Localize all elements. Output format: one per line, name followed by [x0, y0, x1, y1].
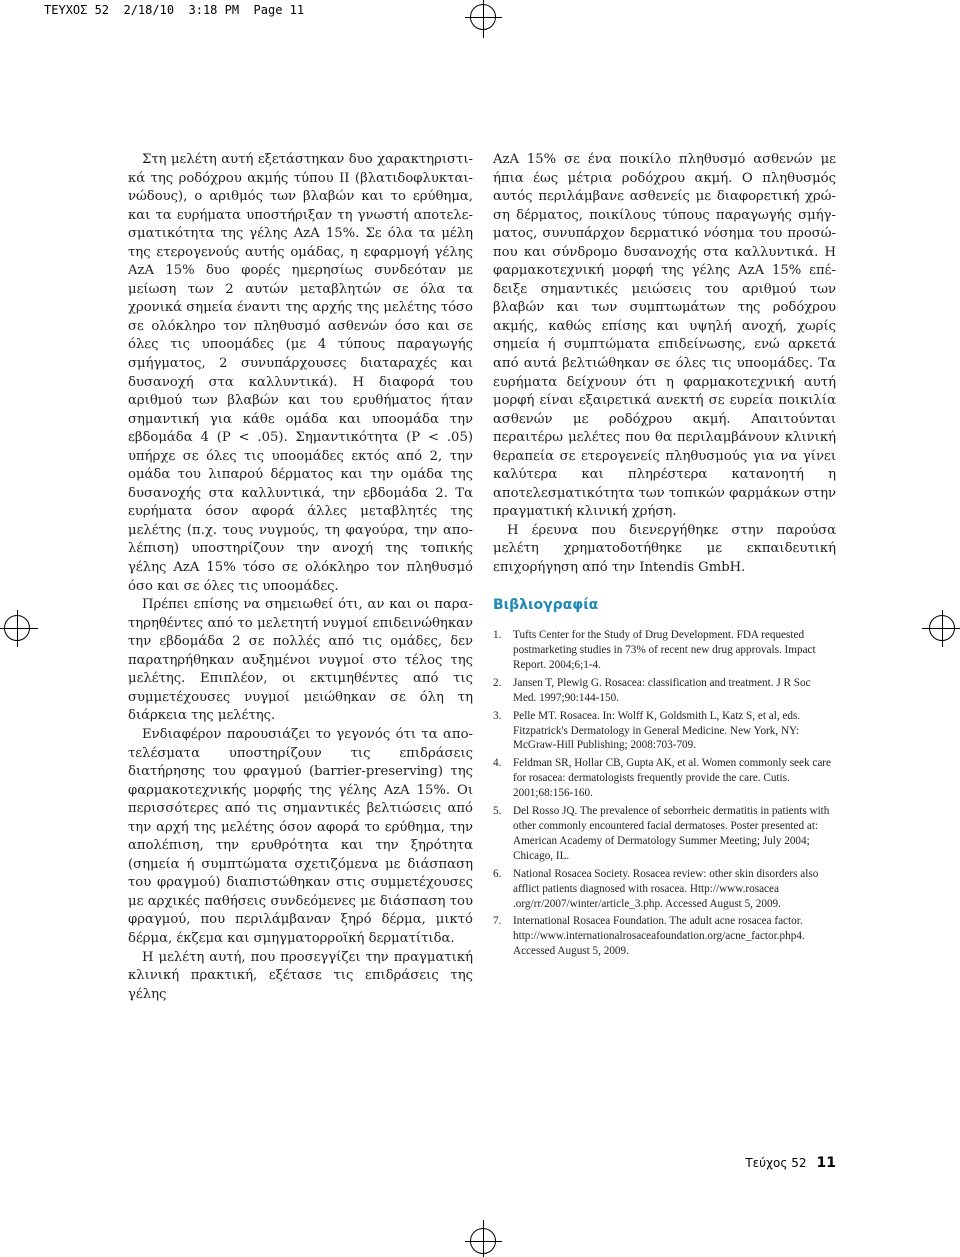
reference-item [493, 709, 836, 754]
paragraph: Η μελέτη αυτή, που προσεγγίζει την πραγματική κλινική πρακτική, εξέτασε τις επιδράσεις της γέλης [128, 949, 473, 1002]
reference-list [493, 628, 836, 959]
page-footer [745, 1152, 836, 1171]
paragraph: Πρέπει επίσης να σημειωθεί ότι, αν και οι παρατηρηθέντες από το μελετητή νυγμοί επιδεινώθηκαν την εβδομάδα 2 σε πολλές από τις ομάδες, δεν παρατηρήθηκαν αυξημένοι νυγμοί στο τέλος της μελέτης. Επιπλέον, οι εκτιμηθέντες από τις συμμετέχουσες νυγμοί μειώθηκαν σε όλη τη διάρκεια της μελέτης. [128, 597, 473, 724]
reference-number: 1. [493, 629, 502, 642]
reference-item [493, 804, 836, 864]
reference-text: Pelle MT. Rosacea. In: Wolff K, Goldsmith L, Katz S, et al, eds. Fitzpatrick's Dermatology in General Medicine. New York, NY: McGraw-Hill Publishing; 2008:703-709. [513, 709, 801, 752]
reference-number: 6. [493, 867, 502, 880]
reference-text: Jansen T, Plewig G. Rosacea: classification and treatment. J R Soc Med. 1997;90:144-150. [513, 676, 811, 704]
right-text-column [493, 151, 836, 962]
paragraph: Στη μελέτη αυτή εξετάστηκαν δυο χαρακτηριστικά της ροδόχρου ακμής τύπου ΙΙ (βλατιδοφλυκταινώδους), ο αριθμός των βλαβών και το ερύθημα, και τα ευρήματα υποστήριξαν τη γνωστή αποτελεσματικότητα της γέλης AzA 15%. Σε όλα τα μέλη της ετερογενούς αυτής ομάδας, η εφαρμογή γέλης AzA 15% δυο φορές ημερησίως συνδεόταν με μείωση των 2 αυτών μεταβλητών σε όλα τα χρονικά σημεία έναντι της αρχής της μελέτης τόσο σε ολόκληρο τον πληθυσμό ασθενών όσο και σε όλες τις υποομάδες (με 4 τύπους παραγωγής σμήγματος, 2 συνυπάρχουσες διαταραχές και δυσανοχή στα καλλυντικά). Η διαφορά του αριθμού των βλαβών και του ερυθήματος ήταν σημαντική για κάθε ομάδα και υποομάδα την εβδομάδα 4 (P < .05). Σημαντικότητα (P < .05) υπήρχε σε όλες τις υποομάδες εκτός από 2, την ομάδα του λιπαρού δέρματος και την ομάδα της δυσανοχής στα καλλυντικά, την εβδομάδα 2. Τα ευρήματα όσον αφορά άλλες μεταβλητές της μελέτης (π.χ. τους νυγμούς, τη φαγούρα, την απολέπιση) υποστηρίζουν την ανοχή της τοπικής γέλης AzA 15% τόσο σε ολόκληρο τον πληθυσμό όσο και σε όλες τις υποομάδες. [128, 152, 473, 594]
reference-text: National Rosacea Society. Rosacea review: other skin disorders also afflict patients diagnosed with rosacea. Http://www.rosacea .org/rr/2007/winter/article_3.php. Accessed August 5, 2009. [513, 867, 819, 910]
reference-text: International Rosacea Foundation. The adult acne rosacea factor. http://www.internationalrosaceafoundation.org/acne_factor.php4. Accessed August 5, 2009. [513, 915, 805, 958]
registration-mark-top [470, 4, 496, 30]
page-number: 11 [816, 1155, 836, 1171]
print-slug: ΤΕΥΧΟΣ 52 2/18/10 3:18 PM Page 11 [44, 3, 305, 17]
reference-number: 5. [493, 805, 502, 818]
reference-text: Feldman SR, Hollar CB, Gupta AK, et al. Women commonly seek care for rosacea: dermatologists frequently provide the care. Cutis. 2001;68:156-160. [513, 757, 831, 800]
reference-item [493, 914, 836, 959]
registration-mark-right [929, 615, 955, 641]
registration-mark-bottom [470, 1228, 496, 1254]
reference-number: 7. [493, 915, 502, 928]
bibliography-heading: Βιβλιογραφία [493, 596, 599, 613]
right-paragraphs [493, 151, 836, 578]
reference-text: Tufts Center for the Study of Drug Development. FDA requested postmarketing studies in 73% of recent new drug approvals. Impact Report. 2004;6;1-4. [513, 629, 816, 671]
reference-number: 3. [493, 709, 502, 722]
reference-item [493, 867, 836, 912]
reference-item [493, 676, 836, 706]
reference-text: Del Rosso JQ. The prevalence of seborrheic dermatitis in patients with other commonly encountered facial dermatoses. Poster presented at: American Academy of Dermatology Summer Meeting; July 2004; Chicago, IL. [513, 805, 830, 862]
reference-number: 2. [493, 676, 502, 689]
reference-item [493, 628, 836, 673]
reference-item [493, 756, 836, 801]
paragraph: AzA 15% σε ένα ποικίλο πληθυσμό ασθενών με ήπια έως μέτρια ροδόχρου ακμή. Ο πληθυσμός αυτός περιλάμβανε ασθενείς με διαφορετική χρώση δέρματος, ποικίλους τύπους παραγωγής σμήγματος, συνυπάρχον δερματικό νόσημα του προσώπου και σύνδρομο δυσανοχής στα καλλυντικά. Η φαρμακοτεχνική μορφή της γέλης AzA 15% επέδειξε σημαντικές μειώσεις του αριθμού των βλαβών και των συμπτωμάτων της ροδόχρου ακμής, καθώς επίσης και υψηλή ανοχή, χωρίς σημεία ή συμπτώματα επιδείνωσης, ενώ αρκετά από αυτά βελτιώθηκαν σε όλες τις υποομάδες. Τα ευρήματα δείχνουν ότι η φαρμακοτεχνική αυτή μορφή είναι εξαιρετικά ανεκτή σε ευρεία ποικιλία ασθενών με ροδόχρου ακμή. Απαιτούνται περαιτέρω μελέτες που θα περιλαμβάνουν κλινική θεραπεία σε ετερογενείς πληθυσμούς για να γίνει καλύτερα και πληρέστερα κατανοητή η αποτελεσματικότητα των τοπικών φαρμάκων στην πραγματική κλινική χρήση. [493, 152, 836, 520]
paragraph: Ενδιαφέρον παρουσιάζει το γεγονός ότι τα αποτελέσματα υποστηρίζουν τις επιδράσεις διατήρησης του φραγμού (barrier-preserving) της φαρμακοτεχνικής μορφής της γέλης AzA 15%. Οι περισσότερες από τις σημαντικές βελτιώσεις από την αρχή της μελέτης όσον αφορά το ερύθημα, την απολέπιση, την ερυθρότητα και την ξηρότητα (σημεία ή συμπτώματα σχετιζόμενα με διάσπαση του φραγμού) διαπιστώθηκαν στις συμμετέχουσες με αρχικές παθήσεις συνδεόμενες με διάσπαση του φραγμού, που περιλάμβαναν ξηρό δέρμα, μικτό δέρμα, έκζεμα και σμηγματορροϊκή δερματίτιδα. [128, 726, 473, 946]
reference-number: 4. [493, 757, 502, 770]
issue-label: Τεύχος 52 [745, 1156, 807, 1170]
registration-mark-left [4, 615, 30, 641]
paragraph: Η έρευνα που διενεργήθηκε στην παρούσα μελέτη χρηματοδοτήθηκε με εκπαιδευτική επιχορήγηση από την Intendis GmbH. [493, 522, 836, 576]
left-text-column [128, 151, 473, 1004]
